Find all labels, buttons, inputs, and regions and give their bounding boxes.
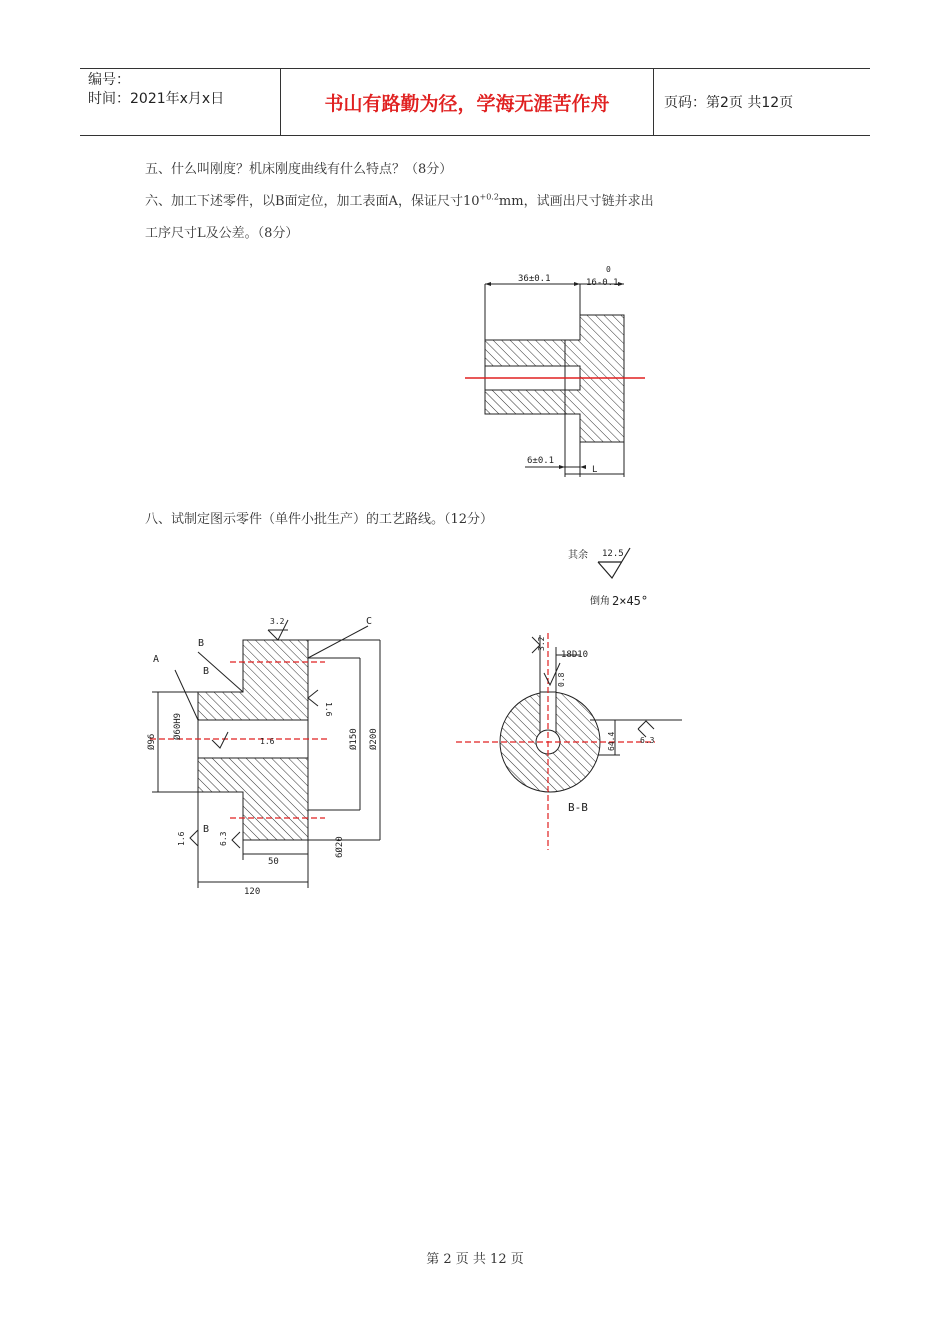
rough-63: 6.3 <box>640 736 655 745</box>
rest-label: 其余 <box>568 550 588 561</box>
dim-d60h9: Ø60H9 <box>173 712 183 740</box>
header-page: 页码：第2页 共12页 <box>664 95 794 111</box>
rest-roughness: 12.5 <box>602 549 624 559</box>
header-meta <box>80 69 281 135</box>
rough-16-mid: 1.6 <box>260 737 275 746</box>
rough-16-left: 1.6 <box>177 831 186 846</box>
drawing-dimension-chain <box>440 262 670 487</box>
dim-l: L <box>592 465 598 475</box>
drawing-section-bb <box>450 625 690 855</box>
label-a: A <box>153 654 160 665</box>
rough-32-top: 3.2 <box>270 617 285 626</box>
dim-6: 6±0.1 <box>527 456 555 466</box>
dim-16-upper: 0 <box>606 265 611 274</box>
dim-6d20: 6Ø20 <box>335 836 345 858</box>
drawing-gear-section <box>140 610 400 895</box>
label-b-bottom: B <box>203 824 210 835</box>
header-time: 时间：2021年x月x日 <box>88 91 225 107</box>
keyway-dim: 18D10 <box>561 650 589 660</box>
rough-32: 3.2 <box>537 636 546 651</box>
q6-prefix: 六、加工下述零件，以B面定位，加工表面A，保证尺寸10 <box>145 194 480 209</box>
label-b-top: B <box>198 638 205 649</box>
q6-suffix: mm，试画出尺寸链并求出 <box>498 194 654 209</box>
question-6-line-1 <box>145 190 654 209</box>
rough-63-bottom: 6.3 <box>219 831 228 846</box>
section-label: B-B <box>568 801 588 814</box>
q6-tolerance: +0.2 <box>479 192 499 202</box>
dim-d96: Ø96 <box>147 733 157 750</box>
rough-16-right: 1.6 <box>324 702 333 717</box>
dim-d150: Ø150 <box>349 728 359 750</box>
question-5: 五、什么叫刚度？机床刚度曲线有什么特点？（8分） <box>145 162 453 177</box>
dim-36: 36±0.1 <box>518 274 551 284</box>
question-8: 八、试制定图示零件（单件小批生产）的工艺路线。（12分） <box>145 512 494 527</box>
dim-120: 120 <box>244 887 261 897</box>
page-header <box>80 68 870 136</box>
header-motto: 书山有路勤为径，学海无涯苦作舟 <box>281 69 654 135</box>
page-footer: 第 2 页 共 12 页 <box>426 1252 524 1267</box>
label-c: C <box>366 616 373 627</box>
question-6-line-2: 工序尺寸L及公差。（8分） <box>145 226 299 241</box>
rough-08: 0.8 <box>557 672 566 687</box>
dim-644: 64.4 <box>607 731 616 751</box>
chamfer-label: 倒角 <box>590 596 610 607</box>
dim-16: 16-0.1 <box>586 278 619 288</box>
dim-50: 50 <box>268 857 279 867</box>
label-b-mid: B <box>203 666 210 677</box>
header-number: 编号： <box>88 72 130 88</box>
drawing-notes <box>560 542 680 612</box>
dim-d200: Ø200 <box>369 728 379 750</box>
chamfer-value: 2×45° <box>612 594 649 608</box>
